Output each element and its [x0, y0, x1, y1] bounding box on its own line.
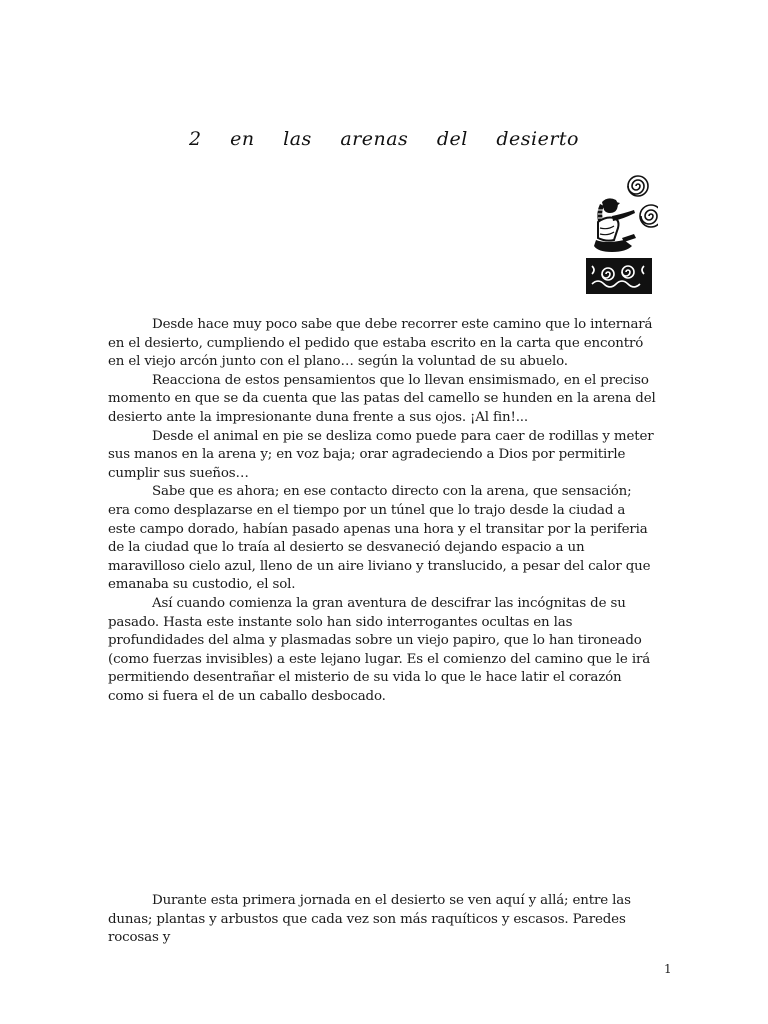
chapter-title: 2 en las arenas del desierto [188, 128, 579, 150]
paragraph: Así cuando comienza la gran aventura de descifrar las incógnitas de su pasado. Hasta este instante solo han sido interrogantes ocultas en las profundidades del alma y plasmadas sobre un viejo papiro, que lo han tironeado (como fuerzas invisibles) a este lejano lugar. Es el comienzo del camino que le irá permitiendo desentrañar el misterio de su vida lo que le hace latir el corazón como si fuera el de un caballo desbocado. [108, 595, 651, 704]
page-number: 1 [664, 962, 672, 976]
body-text [108, 316, 656, 706]
body-text-continued [108, 892, 656, 948]
paragraph: Desde hace muy poco sabe que debe recorrer este camino que lo internará en el desierto, cumpliendo el pedido que estaba escrito en la carta que encontró en el viejo arcón junto con el plano… según la voluntad de su abuelo. [108, 317, 653, 370]
paragraph: Durante esta primera jornada en el desierto se ven aquí y allá; entre las dunas; plantas y arbustos que cada vez son más raquíticos y escasos. Paredes rocosas y [108, 893, 631, 946]
paragraph: Sabe que es ahora; en ese contacto directo con la arena, que sensación; era como desplazarse en el tiempo por un túnel que lo trajo desde la ciudad a este campo dorado, habían pasado apenas una hora y el transitar por la periferia de la ciudad que lo traía al desierto se desvaneció dejando espacio a un maravilloso cielo azul, lleno de un aire liviano y translucido, a pesar del calor que emanaba su custodio, el sol. [108, 484, 651, 593]
egyptian-scribe-spirals-icon [582, 172, 658, 296]
paragraph: Desde el animal en pie se desliza como puede para caer de rodillas y meter sus manos en la arena y; en voz baja; orar agradeciendo a Dios por permitirle cumplir sus sueños… [108, 428, 654, 481]
paragraph: Reacciona de estos pensamientos que lo llevan ensimismado, en el preciso momento en que se da cuenta que las patas del camello se hunden en la arena del desierto ante la impresionante duna frente a sus ojos. ¡Al fin!... [108, 372, 656, 425]
